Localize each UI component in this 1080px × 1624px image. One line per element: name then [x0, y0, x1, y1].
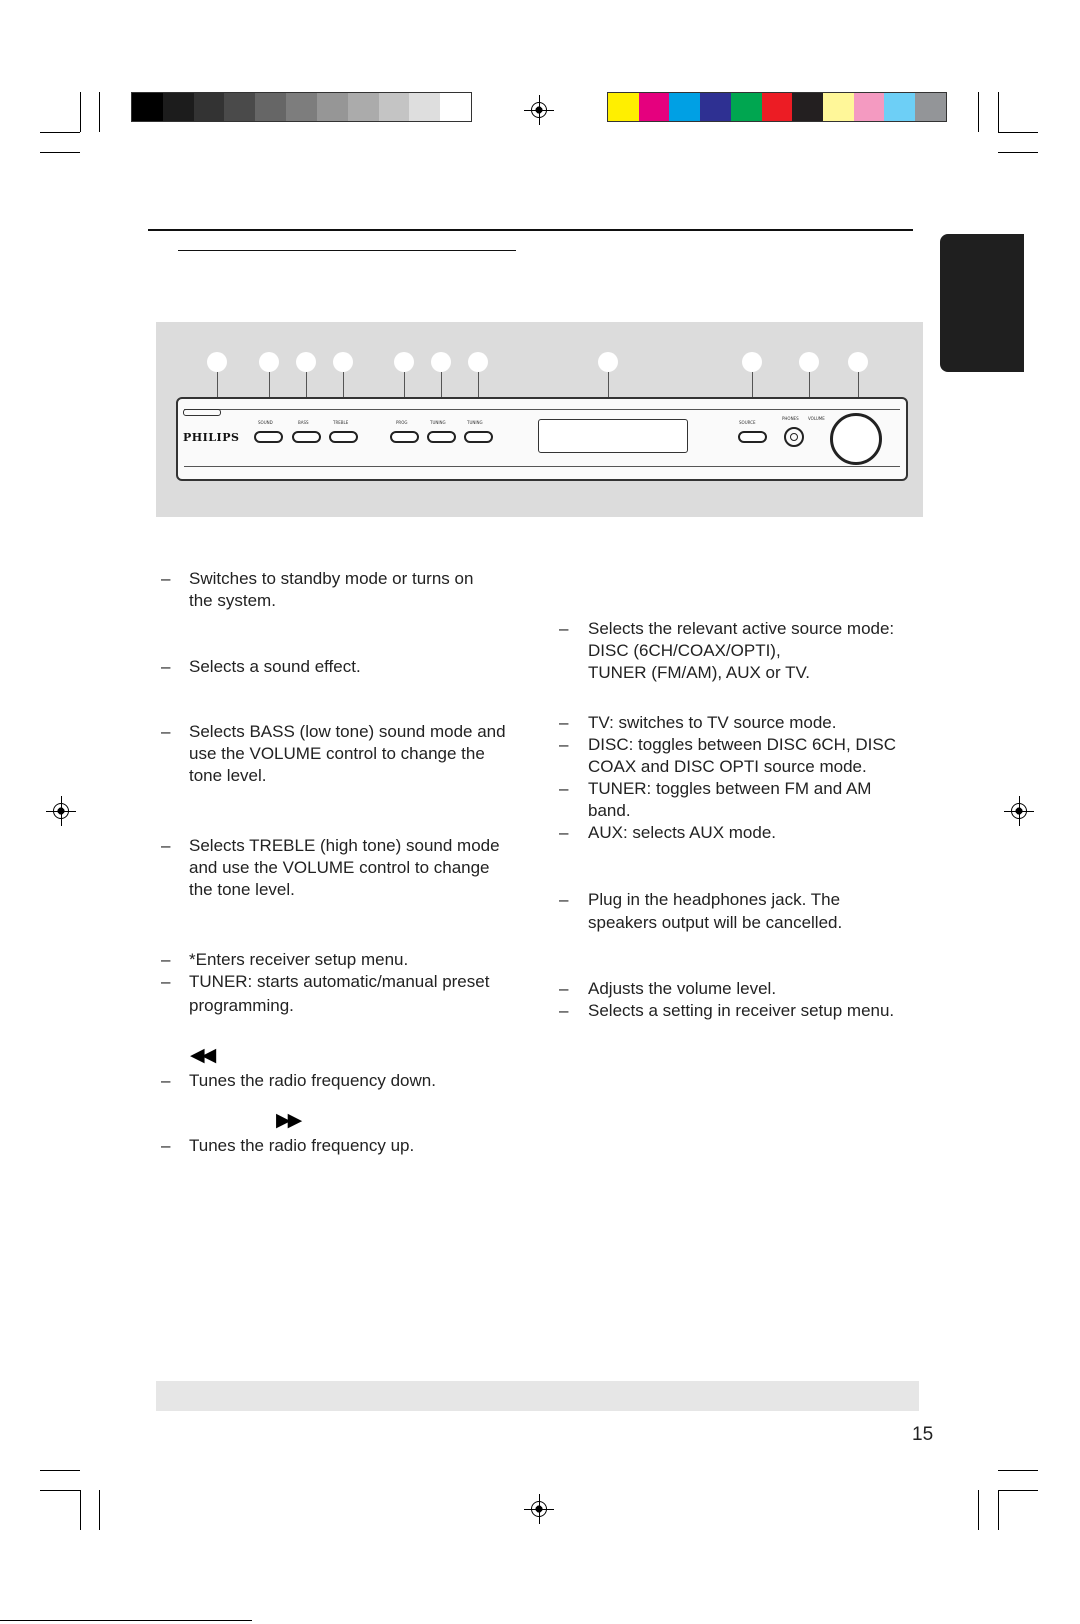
crop-mark — [40, 1470, 80, 1471]
crop-mark — [998, 1490, 1038, 1491]
footer-rule — [0, 1620, 252, 1621]
source-desc-line2: DISC (6CH/COAX/OPTI), — [588, 641, 781, 660]
standby-on-button — [183, 409, 221, 416]
tuner-desc-line2: band. — [588, 801, 631, 820]
treble-desc-line2: and use the VOLUME control to change — [189, 858, 490, 877]
crop-mark — [80, 92, 81, 132]
color-calibration-bar — [607, 92, 947, 122]
source-desc-line3: TUNER (FM/AM), AUX or TV. — [588, 663, 810, 682]
volume-label: VOLUME — [808, 416, 825, 421]
bass-desc-line2: use the VOLUME control to change the — [189, 744, 485, 763]
callout-marker — [742, 352, 762, 372]
tuning-up-label: TUNING — [467, 420, 483, 425]
calibration-swatch — [286, 93, 317, 121]
calibration-swatch — [669, 93, 700, 121]
calibration-swatch — [854, 93, 885, 121]
phones-desc-line2: speakers output will be cancelled. — [588, 913, 843, 932]
callout-marker — [333, 352, 353, 372]
calibration-swatch — [762, 93, 793, 121]
callout-marker — [207, 352, 227, 372]
volume-setup-desc: Selects a setting in receiver setup menu. — [588, 1001, 895, 1020]
calibration-swatch — [639, 93, 670, 121]
display-window — [538, 419, 688, 453]
callout-marker — [799, 352, 819, 372]
bullet-dash: – — [559, 823, 569, 842]
crop-mark — [99, 92, 100, 132]
sound-label: SOUND — [258, 420, 273, 425]
volume-knob — [830, 413, 882, 465]
prog-tuner-desc-line2: programming. — [189, 996, 294, 1015]
calibration-swatch — [348, 93, 379, 121]
bullet-dash: – — [559, 1001, 569, 1020]
prog-tuner-desc-line1: TUNER: starts automatic/manual preset — [189, 972, 490, 991]
callout-marker — [848, 352, 868, 372]
sound-button — [254, 431, 283, 443]
treble-desc-line1: Selects TREBLE (high tone) sound mode — [189, 836, 500, 855]
bass-label: BASS — [298, 420, 309, 425]
calibration-swatch — [700, 93, 731, 121]
crop-mark — [998, 132, 1038, 133]
phones-label: PHONES — [782, 416, 799, 421]
bass-desc-line1: Selects BASS (low tone) sound mode and — [189, 722, 506, 741]
callout-marker — [394, 352, 414, 372]
registration-mark-icon — [1004, 796, 1034, 826]
treble-desc-line3: the tone level. — [189, 880, 295, 899]
source-desc-line1: Selects the relevant active source mode: — [588, 619, 895, 638]
subheading-rule — [178, 250, 516, 251]
tv-desc: TV: switches to TV source mode. — [588, 713, 837, 732]
bullet-dash: – — [161, 1136, 171, 1155]
treble-label: TREBLE — [333, 420, 349, 425]
disc-desc-line1: DISC: toggles between DISC 6CH, DISC — [588, 735, 897, 754]
bullet-dash: – — [161, 836, 171, 855]
calibration-swatch — [409, 93, 440, 121]
bullet-dash: – — [559, 713, 569, 732]
bass-desc-line3: tone level. — [189, 766, 267, 785]
bullet-dash: – — [559, 619, 569, 638]
sound-desc: Selects a sound effect. — [189, 657, 361, 676]
crop-mark — [998, 1490, 999, 1530]
bass-button — [292, 431, 321, 443]
calibration-swatch — [884, 93, 915, 121]
previous-icon: ◀◀ — [190, 1044, 214, 1066]
bullet-dash: – — [559, 979, 569, 998]
crop-mark — [40, 1490, 80, 1491]
next-icon: ▶▶ — [276, 1109, 300, 1131]
calibration-swatch — [608, 93, 639, 121]
bullet-dash: – — [161, 1071, 171, 1090]
phones-jack — [784, 427, 804, 447]
bullet-dash: – — [161, 569, 171, 588]
crop-mark — [978, 1490, 979, 1530]
registration-mark-icon — [46, 796, 76, 826]
crop-mark — [998, 92, 999, 132]
tuning-up-desc: Tunes the radio frequency up. — [189, 1136, 415, 1155]
calibration-swatch — [163, 93, 194, 121]
crop-mark — [978, 92, 979, 132]
tuning-up-button — [464, 431, 493, 443]
tuning-down-button — [427, 431, 456, 443]
prog-label: PROG — [396, 420, 408, 425]
calibration-swatch — [731, 93, 762, 121]
treble-button — [329, 431, 358, 443]
tuner-desc-line1: TUNER: toggles between FM and AM — [588, 779, 872, 798]
calibration-swatch — [792, 93, 823, 121]
callout-marker — [468, 352, 488, 372]
bullet-dash: – — [161, 657, 171, 676]
standby-desc-line1: Switches to standby mode or turns on — [189, 569, 474, 588]
calibration-swatch — [823, 93, 854, 121]
calibration-swatch — [317, 93, 348, 121]
prog-button — [390, 431, 419, 443]
aux-desc: AUX: selects AUX mode. — [588, 823, 777, 842]
crop-mark — [40, 152, 80, 153]
calibration-swatch — [132, 93, 163, 121]
registration-mark-icon — [524, 95, 554, 125]
calibration-swatch — [915, 93, 946, 121]
brand-logo: PHILIPS — [183, 431, 240, 444]
calibration-swatch — [440, 93, 471, 121]
phones-desc-line1: Plug in the headphones jack. The — [588, 890, 841, 909]
prog-desc: *Enters receiver setup menu. — [189, 950, 409, 969]
bullet-dash: – — [161, 722, 171, 741]
bullet-dash: – — [559, 890, 569, 909]
language-side-tab — [940, 234, 1024, 372]
calibration-swatch — [379, 93, 410, 121]
bullet-dash: – — [559, 735, 569, 754]
header-rule — [148, 229, 913, 231]
bullet-dash: – — [161, 950, 171, 969]
callout-marker — [259, 352, 279, 372]
crop-mark — [99, 1490, 100, 1530]
page-number: 15 — [912, 1424, 934, 1445]
bullet-dash: – — [559, 779, 569, 798]
tuning-down-desc: Tunes the radio frequency down. — [189, 1071, 436, 1090]
callout-marker — [296, 352, 316, 372]
crop-mark — [80, 1490, 81, 1530]
calibration-swatch — [194, 93, 225, 121]
registration-mark-icon — [524, 1494, 554, 1524]
crop-mark — [40, 132, 80, 133]
source-label: SOURCE — [739, 420, 756, 425]
callout-marker — [431, 352, 451, 372]
grayscale-calibration-bar — [131, 92, 472, 122]
bullet-dash: – — [161, 972, 171, 991]
calibration-swatch — [255, 93, 286, 121]
calibration-swatch — [224, 93, 255, 121]
tuning-down-label: TUNING — [430, 420, 446, 425]
crop-mark — [998, 1470, 1038, 1471]
standby-desc-line2: the system. — [189, 591, 276, 610]
source-button — [738, 431, 767, 443]
disc-desc-line2: COAX and DISC OPTI source mode. — [588, 757, 867, 776]
crop-mark — [998, 152, 1038, 153]
volume-desc: Adjusts the volume level. — [588, 979, 777, 998]
footer-bar — [156, 1381, 919, 1411]
callout-marker — [598, 352, 618, 372]
